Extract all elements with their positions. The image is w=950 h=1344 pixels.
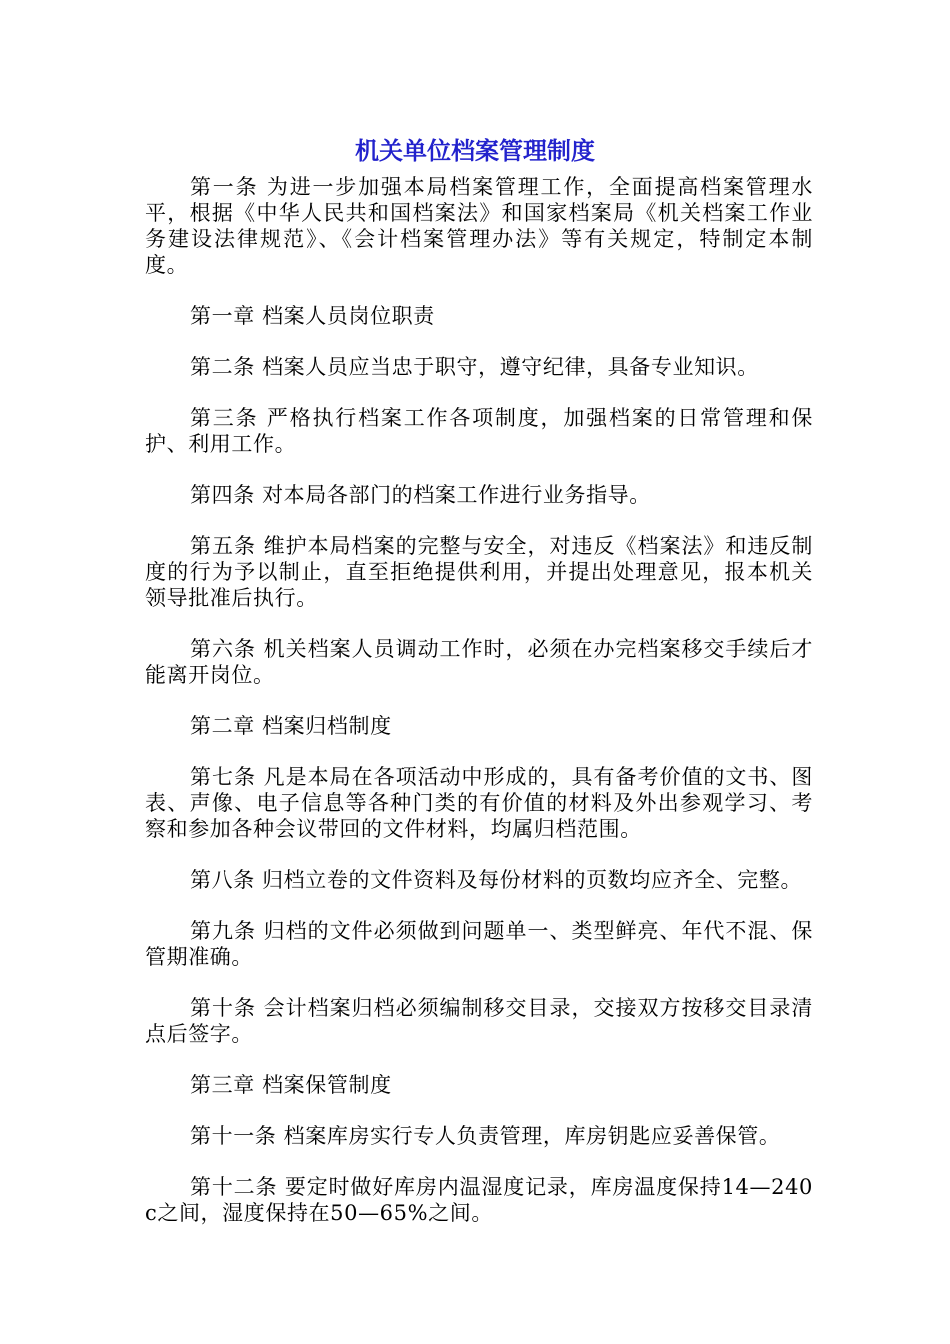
article-7: 第七条 凡是本局在各项活动中形成的，具有备考价值的文书、图表、声像、电子信息等各种门类的有价值的材料及外出参观学习、考察和参加各种会议带回的文件材料，均属归档范围。: [145, 765, 813, 841]
chapter-1-heading: 第一章 档案人员岗位职责: [190, 304, 435, 328]
chapter-2-heading: 第二章 档案归档制度: [190, 714, 392, 738]
article-12: 第十二条 要定时做好库房内温湿度记录，库房温度保持14—240c之间，湿度保持在50—65%之间。: [145, 1175, 813, 1225]
document-body: [145, 174, 813, 1251]
article-3: 第三条 严格执行档案工作各项制度，加强档案的日常管理和保护、利用工作。: [145, 406, 813, 456]
article-5: 第五条 维护本局档案的完整与安全，对违反《档案法》和违反制度的行为予以制止，直至拒绝提供利用，并提出处理意见，报本机关领导批准后执行。: [145, 534, 813, 610]
chapter-3-heading: 第三章 档案保管制度: [190, 1073, 392, 1097]
article-11: 第十一条 档案库房实行专人负责管理，库房钥匙应妥善保管。: [190, 1124, 781, 1148]
article-4: 第四条 对本局各部门的档案工作进行业务指导。: [190, 483, 651, 507]
article-10: 第十条 会计档案归档必须编制移交目录，交接双方按移交目录清点后签字。: [145, 996, 813, 1046]
document-title: 机关单位档案管理制度: [355, 137, 595, 165]
article-2: 第二条 档案人员应当忠于职守，遵守纪律，具备专业知识。: [190, 355, 759, 379]
article-1: 第一条 为进一步加强本局档案管理工作，全面提高档案管理水平，根据《中华人民共和国档案法》和国家档案局《机关档案工作业务建设法律规范》、《会计档案管理办法》等有关规定，特制定本制度。: [145, 175, 813, 277]
article-8: 第八条 归档立卷的文件资料及每份材料的页数均应齐全、完整。: [190, 868, 803, 892]
article-6: 第六条 机关档案人员调动工作时，必须在办完档案移交手续后才能离开岗位。: [145, 637, 813, 687]
article-9: 第九条 归档的文件必须做到问题单一、类型鲜亮、年代不混、保管期准确。: [145, 919, 813, 969]
